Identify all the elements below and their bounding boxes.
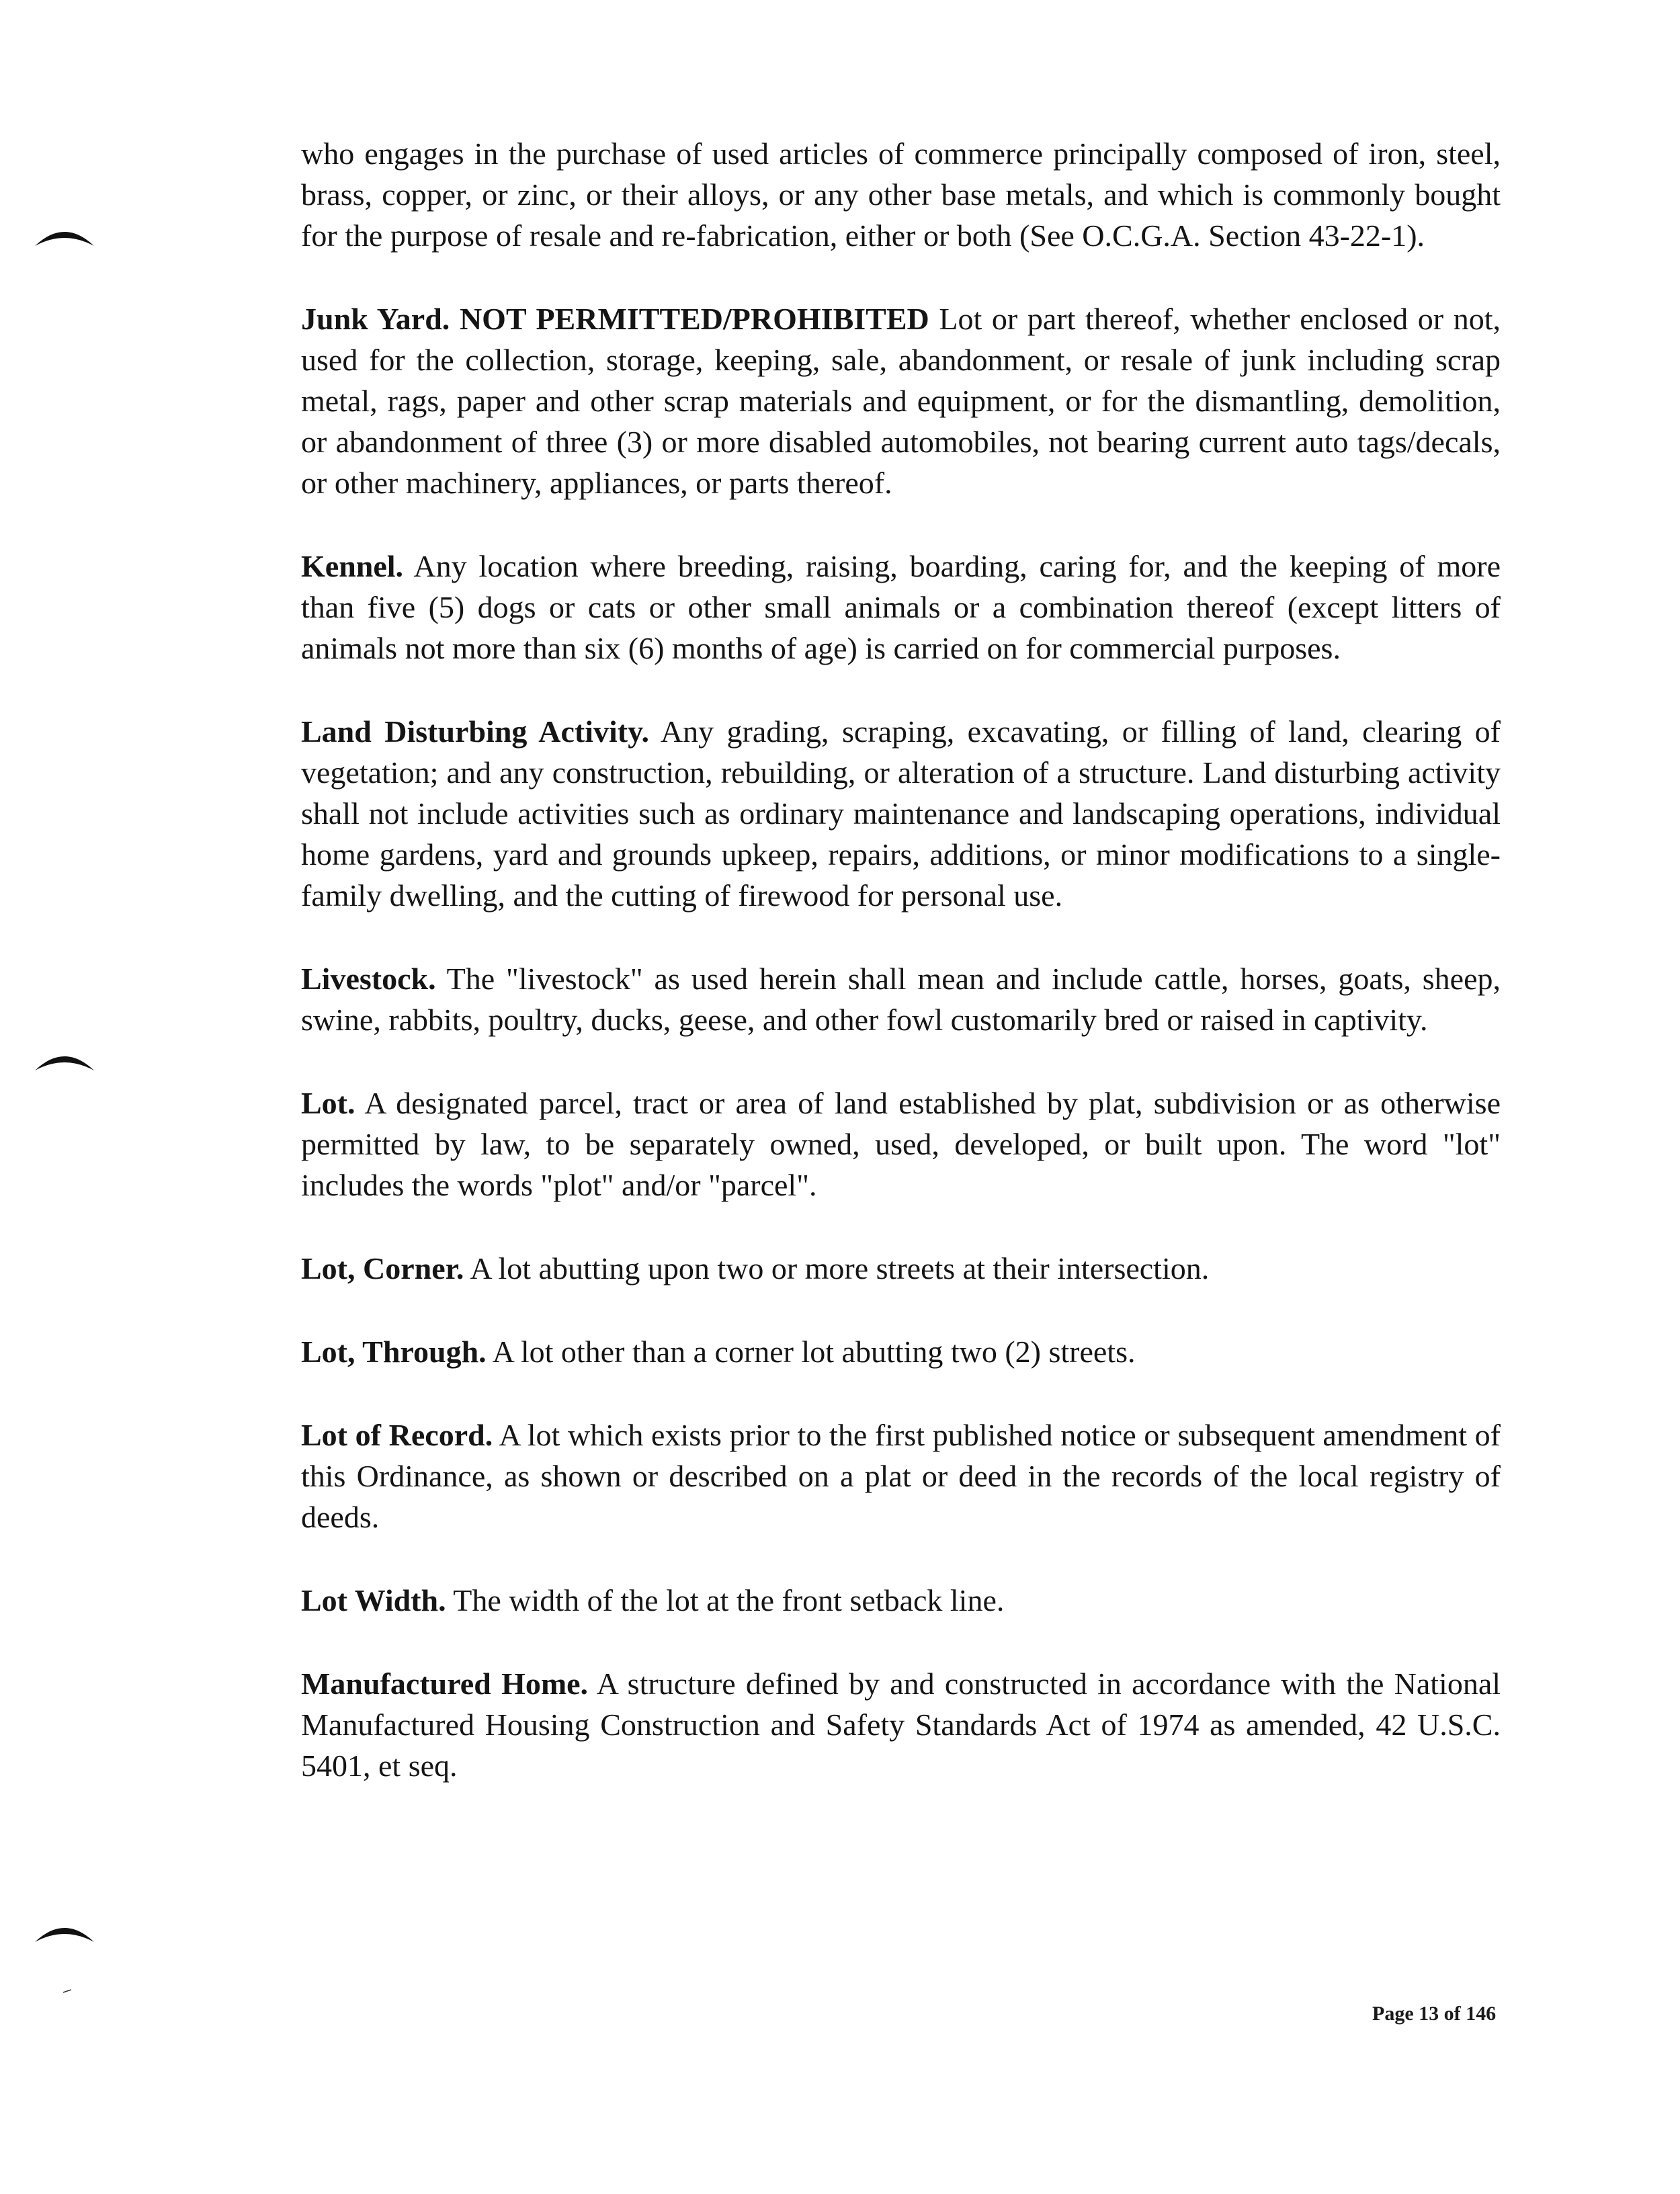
punch-hole-mark: [32, 1918, 97, 1945]
definition-term: Junk Yard.: [301, 302, 450, 336]
definition-text: who engages in the purchase of used articles of commerce principally composed of iron, steel, brass, copper, or zinc, or their alloys, or any other base metals, and which is commonly bought for the purpose of resale and re-fabrication, either or both (See O.C.G.A. Section 43-22-1).: [301, 136, 1501, 253]
definition-text: Any location where breeding, raising, boarding, caring for, and the keeping of more than five (5) dogs or cats or other small animals or a combination thereof (except litters of animals not more than six (6) months of age) is carried on for commercial purposes.: [301, 549, 1501, 665]
definition-text: A lot which exists prior to the first published notice or subsequent amendment of this Ordinance, as shown or described on a plat or deed in the records of the local registry of deeds.: [301, 1418, 1501, 1534]
definition-paragraph: [301, 1663, 1501, 1786]
definition-paragraph: [301, 1415, 1501, 1537]
definition-term: Lot.: [301, 1086, 355, 1120]
definition-term: Kennel.: [301, 549, 404, 583]
punch-hole-mark: [32, 1046, 97, 1073]
page-number: Page 13 of 146: [1372, 2002, 1497, 2025]
definition-term: Lot of Record.: [301, 1418, 493, 1452]
definition-paragraph: [301, 1331, 1501, 1372]
definition-text: A lot abutting upon two or more streets at their intersection.: [470, 1251, 1210, 1285]
definition-text: A lot other than a corner lot abutting two (2) streets.: [492, 1335, 1136, 1369]
definition-paragraph: [301, 546, 1501, 669]
definition-paragraph: [301, 711, 1501, 916]
scan-speck: [62, 1984, 72, 1988]
definition-paragraph: [301, 1580, 1501, 1621]
definition-term: Manufactured Home.: [301, 1666, 589, 1701]
definition-term: Lot, Corner.: [301, 1251, 464, 1285]
definition-text: The "livestock" as used herein shall mean and include cattle, horses, goats, sheep, swine, rabbits, poultry, ducks, geese, and other fowl customarily bred or raised in captivity.: [301, 962, 1501, 1037]
definition-term: Livestock.: [301, 962, 436, 996]
definition-term: Land Disturbing Activity.: [301, 714, 650, 749]
definition-term: Lot, Through.: [301, 1335, 487, 1369]
definition-paragraph: [301, 298, 1501, 503]
punch-hole-mark: [32, 222, 97, 249]
definition-paragraph: [301, 1083, 1501, 1206]
definition-paragraph: [301, 958, 1501, 1040]
prohibited-flag: NOT PERMITTED/PROHIBITED: [459, 302, 929, 336]
definition-text: A designated parcel, tract or area of land established by plat, subdivision or as otherwise permitted by law, to be separately owned, used, developed, or built upon. The word "lot" includes the words "plot" and/or "parcel".: [301, 1086, 1501, 1202]
definition-paragraph: [301, 133, 1501, 256]
definition-text: Any grading, scraping, excavating, or filling of land, clearing of vegetation; and any construction, rebuilding, or alteration of a structure. Land disturbing activity shall not include activities such as ordinary maintenance and landscaping operations, individual home gardens, yard and grounds upkeep, repairs, additions, or minor modifications to a single-family dwelling, and the cutting of firewood for personal use.: [301, 714, 1501, 913]
definition-text: A structure defined by and constructed in accordance with the National Manufactured Housing Construction and Safety Standards Act of 1974 as amended, 42 U.S.C. 5401, et seq.: [301, 1666, 1501, 1783]
definition-paragraph: [301, 1248, 1501, 1289]
definition-text: The width of the lot at the front setback line.: [453, 1583, 1005, 1617]
definition-term: Lot Width.: [301, 1583, 446, 1617]
definitions-body: [301, 133, 1501, 1828]
definition-text: Lot or part thereof, whether enclosed or not, used for the collection, storage, keeping, sale, abandonment, or resale of junk including scrap metal, rags, paper and other scrap materials and equipment, or for the dismantling, demolition, or abandonment of three (3) or more disabled automobiles, not bearing current auto tags/decals, or other machinery, appliances, or parts thereof.: [301, 302, 1501, 500]
